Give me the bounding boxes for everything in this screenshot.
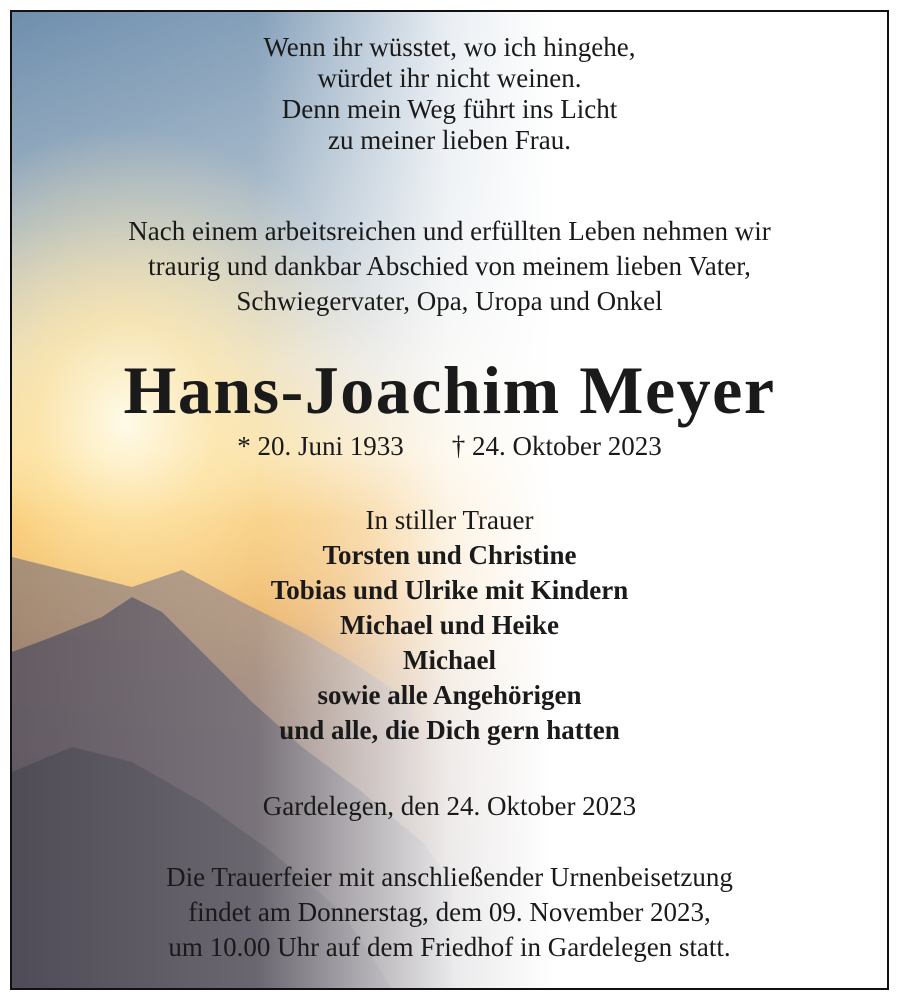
mourners — [12, 503, 887, 748]
funeral-line: um 10.00 Uhr auf dem Friedhof in Gardelegen statt. — [168, 932, 731, 962]
obituary-frame — [10, 10, 889, 990]
mourner-name: Tobias und Ulrike mit Kindern — [270, 575, 629, 605]
intro-text — [12, 214, 887, 319]
intro-line: Schwiegervater, Opa, Uropa und Onkel — [236, 286, 663, 316]
mourner-name: Torsten und Christine — [322, 540, 577, 570]
place-date: Gardelegen, den 24. Oktober 2023 — [262, 791, 637, 821]
mourner-name: und alle, die Dich gern hatten — [279, 715, 620, 745]
funeral-notice — [12, 860, 887, 965]
intro-line: traurig und dankbar Abschied von meinem lieben Vater, — [148, 251, 751, 281]
mourner-name: Michael — [403, 645, 496, 675]
mourner-name: sowie alle Angehörigen — [317, 680, 582, 710]
verse-line: würdet ihr nicht weinen. — [317, 63, 582, 93]
mourning-intro: In stiller Trauer — [365, 505, 534, 535]
funeral-line: findet am Donnerstag, dem 09. November 2023, — [188, 897, 711, 927]
life-dates — [12, 430, 887, 462]
obituary-content — [12, 12, 887, 988]
death-date: † 24. Oktober 2023 — [451, 431, 662, 461]
intro-line: Nach einem arbeitsreichen und erfüllten Leben nehmen wir — [128, 216, 771, 246]
deceased-name: Hans-Joachim Meyer — [123, 352, 776, 428]
verse — [12, 32, 887, 156]
mourner-name: Michael und Heike — [339, 610, 559, 640]
verse-line: Wenn ihr wüsstet, wo ich hingehe, — [263, 32, 636, 62]
verse-line: Denn mein Weg führt ins Licht — [281, 94, 618, 124]
birth-date: * 20. Juni 1933 — [237, 431, 404, 461]
funeral-line: Die Trauerfeier mit anschließender Urnenbeisetzung — [166, 862, 733, 892]
verse-line: zu meiner lieben Frau. — [328, 125, 571, 155]
